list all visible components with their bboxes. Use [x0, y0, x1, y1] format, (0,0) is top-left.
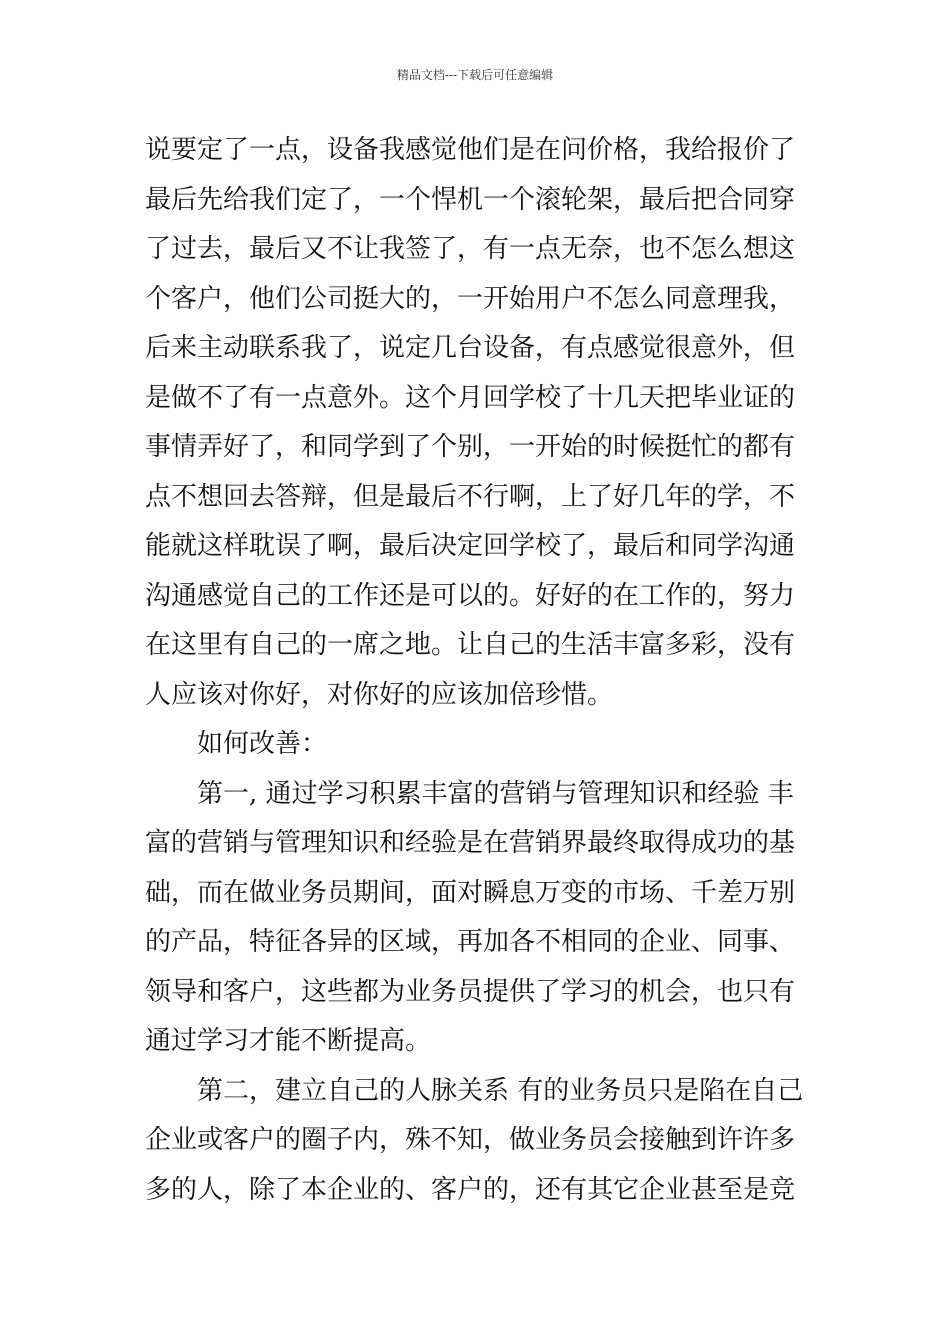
- text-line: 事情弄好了，和同学到了个别，一开始的时候挺忙的都有: [145, 432, 796, 462]
- paragraph-first-line: 第二，建立自己的人脉关系 有的业务员只是陷在自己: [197, 1075, 804, 1106]
- text-line: 点不想回去答辩，但是最后不行啊，上了好几年的学，不: [145, 481, 796, 512]
- paragraph-first-line: 第一, 通过学习积累丰富的营销与管理知识和经验 丰: [197, 778, 794, 809]
- text-line: 础，而在做业务员期间，面对瞬息万变的市场、千差万别: [145, 877, 796, 908]
- text-line: 能就这样耽误了啊，最后决定回学校了，最后和同学沟通: [145, 531, 796, 561]
- text-line: 领导和客户，这些都为业务员提供了学习的机会，也只有: [145, 976, 796, 1007]
- text-line: 富的营销与管理知识和经验是在营销界最终取得成功的基: [145, 828, 796, 858]
- text-line: 后来主动联系我了，说定几台设备，有点感觉很意外，但: [145, 333, 796, 363]
- section-heading: 如何改善：: [197, 729, 328, 759]
- text-line: 沟通感觉自己的工作还是可以的。好好的在工作的，努力: [145, 580, 796, 611]
- text-line: 的产品，特征各异的区域，再加各不相同的企业、同事、: [145, 927, 796, 957]
- text-line: 在这里有自己的一席之地。让自己的生活丰富多彩，没有: [145, 630, 796, 660]
- text-line: 说要定了一点，设备我感觉他们是在问价格，我给报价了: [145, 135, 796, 165]
- page-header: 精品文档---下载后可任意编辑: [396, 68, 554, 82]
- text-line: 企业或客户的圈子内，殊不知，做业务员会接触到许许多: [145, 1125, 796, 1155]
- text-line: 是做不了有一点意外。这个月回学校了十几天把毕业证的: [145, 382, 796, 413]
- text-line: 最后先给我们定了，一个悍机一个滚轮架，最后把合同穿: [145, 184, 796, 215]
- text-line: 通过学习才能不断提高。: [145, 1026, 432, 1056]
- text-line: 人应该对你好，对你好的应该加倍珍惜。: [145, 679, 614, 710]
- document-body: [145, 126, 810, 1215]
- text-line: 个客户，他们公司挺大的，一开始用户不怎么同意理我，: [145, 283, 796, 314]
- text-line: 多的人，除了本企业的、客户的，还有其它企业甚至是竞: [145, 1174, 796, 1205]
- text-line: 了过去，最后又不让我签了，有一点无奈，也不怎么想这: [145, 234, 796, 264]
